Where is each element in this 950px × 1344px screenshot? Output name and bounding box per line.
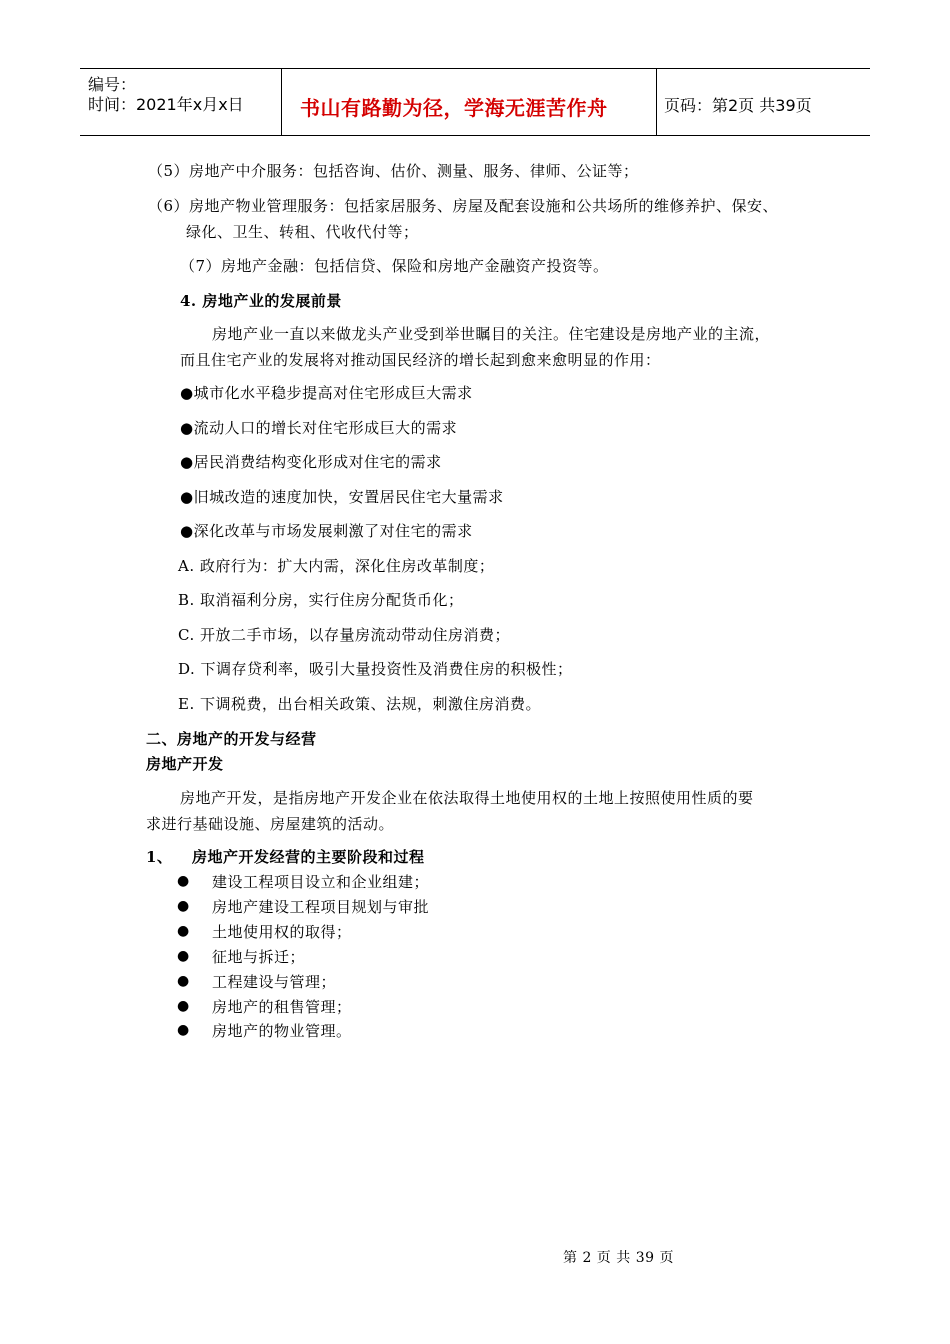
section2-para-line1: 房地产开发，是指房地产开发企业在依法取得土地使用权的土地上按照使用性质的要	[180, 789, 754, 807]
stage-item: 征地与拆迁；	[212, 948, 306, 966]
bullet-icon: ●	[177, 948, 190, 964]
section2-subheading: 房地产开发	[146, 755, 224, 773]
item-5: （5）房地产中介服务：包括咨询、估价、测量、服务、律师、公证等；	[148, 162, 639, 180]
section4-para-line2: 而且住宅产业的发展将对推动国民经济的增长起到愈来愈明显的作用：	[180, 351, 661, 369]
stages-heading: 房地产开发经营的主要阶段和过程	[192, 848, 425, 866]
section2-para-line2: 求进行基础设施、房屋建筑的活动。	[146, 815, 395, 833]
demand-bullet: ●深化改革与市场发展刺激了对住宅的需求	[180, 522, 473, 540]
bullet-icon: ●	[177, 873, 190, 889]
stages-number: 1、	[146, 848, 173, 866]
section2-heading: 二、房地产的开发与经营	[146, 730, 317, 748]
demand-bullet: ●流动人口的增长对住宅形成巨大的需求	[180, 419, 458, 437]
stage-item: 工程建设与管理；	[212, 973, 337, 991]
policy-item-c: C. 开放二手市场，以存量房流动带动住房消费；	[178, 626, 510, 644]
code-label: 编号：	[88, 75, 137, 94]
bullet-icon: ●	[177, 973, 190, 989]
page-label: 页码：第2页 共39页	[664, 96, 812, 115]
bullet-icon: ●	[177, 1022, 190, 1038]
policy-item-a: A. 政府行为：扩大内需，深化住房改革制度；	[178, 557, 495, 575]
header-motto: 书山有路勤为径，学海无涯苦作舟	[300, 96, 608, 120]
item-6-line2: 绿化、卫生、转租、代收代付等；	[186, 223, 419, 241]
stage-item: 房地产的租售管理；	[212, 998, 352, 1016]
stage-item: 土地使用权的取得；	[212, 923, 352, 941]
bullet-icon: ●	[177, 898, 190, 914]
section4-heading: 4. 房地产业的发展前景	[180, 292, 342, 310]
page-footer: 第 2 页 共 39 页	[563, 1250, 674, 1266]
demand-bullet: ●旧城改造的速度加快，安置居民住宅大量需求	[180, 488, 504, 506]
bullet-icon: ●	[177, 998, 190, 1014]
section4-para-line1: 房地产业一直以来做龙头产业受到举世瞩目的关注。住宅建设是房地产业的主流，	[212, 325, 771, 343]
policy-item-b: B. 取消福利分房，实行住房分配货币化；	[178, 591, 464, 609]
header-bottom-rule	[80, 135, 870, 136]
policy-item-d: D. 下调存贷利率，吸引大量投资性及消费住房的积极性；	[178, 660, 573, 678]
stage-item: 房地产建设工程项目规划与审批	[212, 898, 430, 916]
header-divider-left	[281, 68, 282, 136]
time-label: 时间：2021年x月x日	[88, 95, 244, 114]
header-divider-right	[656, 68, 657, 136]
item-7: （7）房地产金融：包括信贷、保险和房地产金融资产投资等。	[180, 257, 609, 275]
demand-bullet: ●居民消费结构变化形成对住宅的需求	[180, 453, 442, 471]
stage-item: 建设工程项目设立和企业组建；	[212, 873, 430, 891]
demand-bullet: ●城市化水平稳步提高对住宅形成巨大需求	[180, 384, 473, 402]
item-6-line1: （6）房地产物业管理服务：包括家居服务、房屋及配套设施和公共场所的维修养护、保安、	[148, 197, 779, 215]
header-top-rule	[80, 68, 870, 69]
policy-item-e: E. 下调税费，出台相关政策、法规，刺激住房消费。	[178, 695, 541, 713]
stage-item: 房地产的物业管理。	[212, 1022, 352, 1040]
bullet-icon: ●	[177, 923, 190, 939]
